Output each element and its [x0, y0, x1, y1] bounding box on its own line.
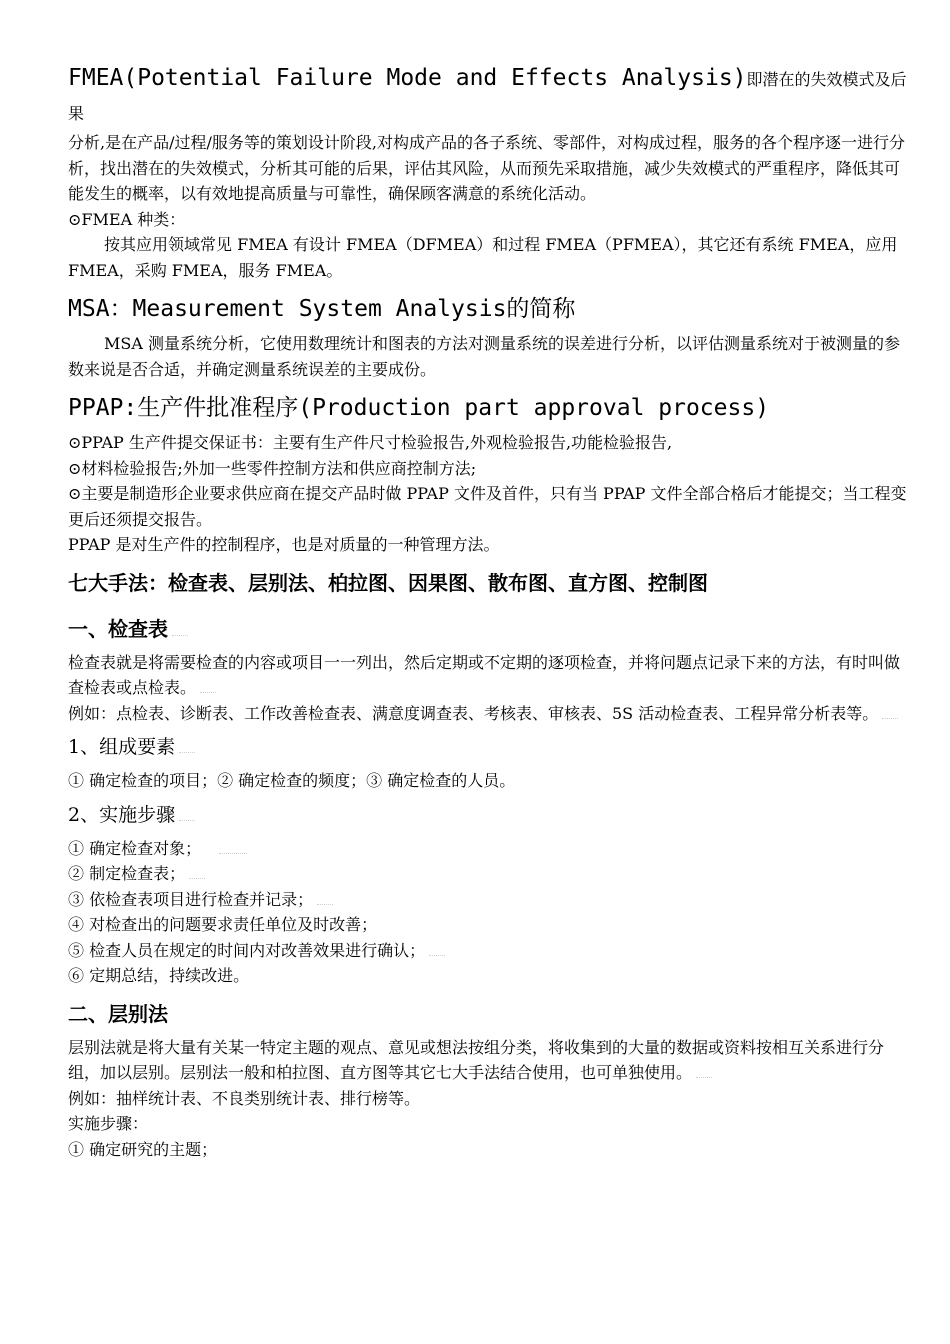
checklist-heading: 一、检查表: [68, 614, 908, 644]
msa-text: MSA 测量系统分析，它使用数理统计和图表的方法对测量系统的误差进行分析，以评估测量系统对于被测量的参数来说是否合适，并确定测量系统误差的主要成份。: [68, 334, 900, 379]
checklist-step: ⑥ 定期总结，持续改进。: [68, 966, 250, 985]
fmea-types-label: ⊙FMEA 种类：: [68, 209, 186, 229]
ppap-line: ⊙材料检验报告;外加一些零件控制方法和供应商控制方法;: [68, 458, 477, 478]
fmea-heading-latin: FMEA(Potential Failure Mode and Effects Analysis): [68, 65, 747, 91]
checklist-example: 例如：点检表、诊断表、工作改善检查表、满意度调查表、考核表、审核表、5S 活动检查表、工程异常分析表等。: [68, 701, 908, 727]
fmea-definition: 分析,是在产品/过程/服务等的策划设计阶段,对构成产品的各子系统、零部件，对构成过程，服务的各个程序逐一进行分析，找出潜在的失效模式，分析其可能的后果，评估其风险，从而预先采取措施，减少失效模式的严重程序，降低其可能发生的概率，以有效地提高质量与可靠性，确保顾客满意的系统化活动。: [68, 133, 905, 203]
stratification-example: 例如：抽样统计表、不良类别统计表、排行榜等。: [68, 1088, 421, 1108]
seven-tools-heading: 七大手法：检查表、层别法、柏拉图、因果图、散布图、直方图、控制图: [68, 570, 708, 595]
checklist-elements: ① 确定检查的项目；② 确定检查的频度；③ 确定检查的人员。: [68, 771, 516, 790]
stratification-definition: 层别法就是将大量有关某一特定主题的观点、意见或想法按组分类，将收集到的大量的数据或资料按相互关系进行分组，加以层别。层别法一般和柏拉图、直方图等其它七大手法结合使用，也可单独使用。: [68, 1037, 885, 1082]
fmea-heading-tail: 即潜在的失效模式及后果: [68, 70, 907, 123]
stratification-heading: 二、层别法: [68, 1001, 168, 1026]
stratification-steps-label: 实施步骤：: [68, 1114, 149, 1133]
ppap-heading: PPAP:生产件批准程序(Production part approval process): [68, 395, 770, 421]
document-page: [68, 62, 908, 1162]
ppap-line: ⊙PPAP 生产件提交保证书：主要有生产件尺寸检验报告,外观检验报告,功能检验报告,: [68, 433, 673, 452]
fmea-heading: [68, 62, 908, 130]
checklist-step: ③ 依检查表项目进行检查并记录；: [68, 887, 908, 913]
checklist-step: ② 制定检查表；: [68, 861, 908, 887]
msa-heading: MSA：Measurement System Analysis的简称: [68, 296, 576, 322]
checklist-steps-subheading: 2、实施步骤: [68, 800, 908, 830]
checklist-step: ⑤ 检查人员在规定的时间内对改善效果进行确认；: [68, 938, 908, 964]
ppap-line: PPAP 是对生产件的控制程序，也是对质量的一种管理方法。: [68, 535, 500, 554]
ppap-line: ⊙主要是制造形企业要求供应商在提交产品时做 PPAP 文件及首件，只有当 PPAP 文件全部合格后才能提交；当工程变更后还须提交报告。: [68, 484, 907, 529]
checklist-elements-subheading: 1、组成要素: [68, 732, 908, 762]
fmea-types-text: 按其应用领域常见 FMEA 有设计 FMEA（DFMEA）和过程 FMEA（PFMEA），其它还有系统 FMEA，应用 FMEA，采购 FMEA，服务 FMEA。: [68, 235, 898, 280]
checklist-step: ① 确定检查对象；: [68, 836, 908, 862]
checklist-step: ④ 对检查出的问题要求责任单位及时改善；: [68, 915, 378, 934]
checklist-definition: 检查表就是将需要检查的内容或项目一一列出，然后定期或不定期的逐项检查，并将问题点记录下来的方法，有时叫做查检表或点检表。: [68, 652, 901, 697]
stratification-step: ① 确定研究的主题；: [68, 1139, 218, 1159]
